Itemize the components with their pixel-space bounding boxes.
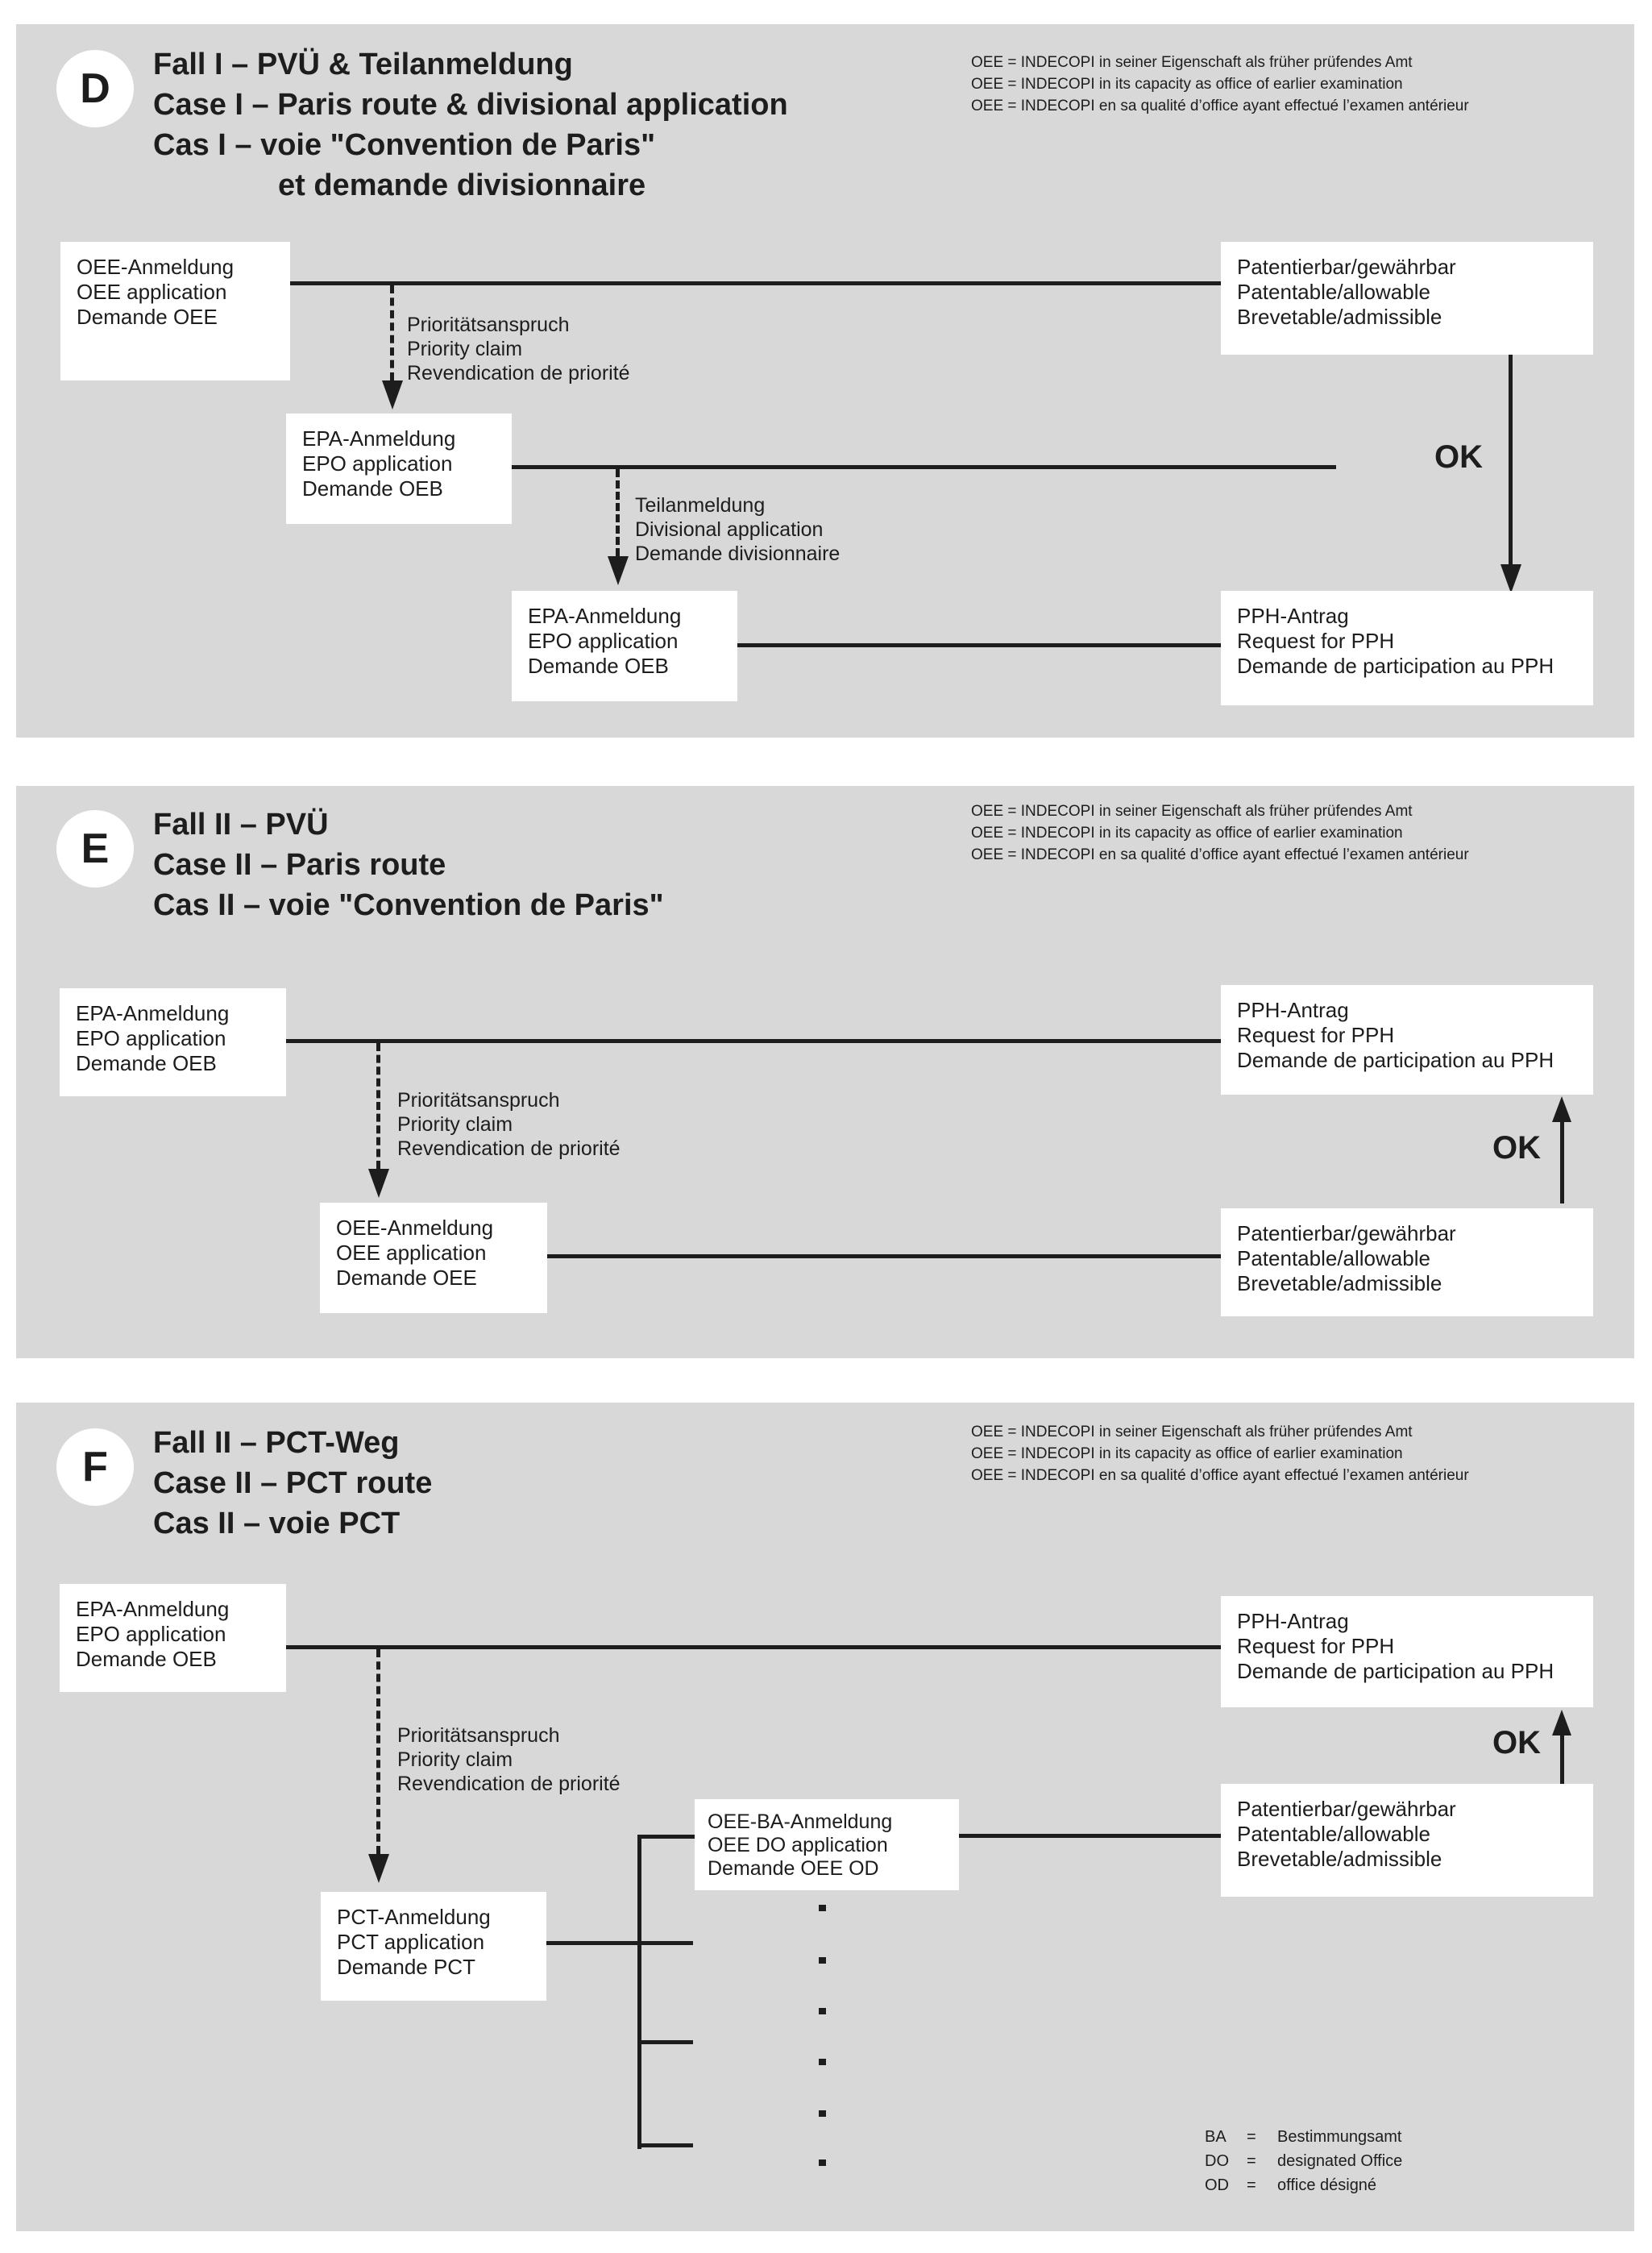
panel-e-letter: E bbox=[81, 825, 110, 872]
node-line: Demande de participation au PPH bbox=[1237, 654, 1554, 678]
legend-line-de: OEE = INDECOPI in seiner Eigenschaft als früher prüfendes Amt bbox=[971, 1424, 1413, 1440]
node-line: OEE application bbox=[336, 1241, 487, 1265]
node-line: Demande OEB bbox=[76, 1051, 217, 1075]
node-line: EPA-Anmeldung bbox=[76, 1597, 230, 1621]
oee-legend-f bbox=[971, 1421, 1469, 1486]
node-line: Demande de participation au PPH bbox=[1237, 1048, 1554, 1072]
legend-term: Bestimmungsamt bbox=[1277, 2128, 1402, 2146]
continuation-dot bbox=[819, 2110, 826, 2117]
node-line: Request for PPH bbox=[1237, 1023, 1395, 1047]
connector-pct-to-trunk bbox=[546, 1941, 693, 1945]
connector-epo-right-d bbox=[512, 465, 1336, 469]
ok-arrow-stem-f bbox=[1560, 1734, 1564, 1784]
node-line: EPO application bbox=[528, 629, 679, 653]
ok-arrow-stem-d bbox=[1509, 355, 1513, 566]
continuation-dot bbox=[819, 2008, 826, 2014]
node-line: EPA-Anmeldung bbox=[302, 426, 456, 451]
node-line: Request for PPH bbox=[1237, 1634, 1395, 1658]
edge-label-line: Divisional application bbox=[635, 518, 824, 541]
edge-label-line: Prioritätsanspruch bbox=[407, 314, 570, 336]
priority-claim-label-d bbox=[407, 313, 630, 385]
edge-label-line: Teilanmeldung bbox=[635, 494, 766, 517]
panel-d-letter: D bbox=[80, 65, 110, 112]
node-line: PCT-Anmeldung bbox=[337, 1905, 491, 1929]
legend-line-de: OEE = INDECOPI in seiner Eigenschaft als früher prüfendes Amt bbox=[971, 54, 1413, 71]
node-epo-application-e bbox=[60, 988, 286, 1096]
arrowhead-down-icon bbox=[368, 1169, 389, 1198]
legend-line-fr: OEE = INDECOPI en sa qualité d’office ayant effectué l’examen antérieur bbox=[971, 1467, 1469, 1484]
node-epo-application-f bbox=[60, 1584, 286, 1692]
node-line: Demande OEB bbox=[528, 654, 669, 678]
arrowhead-up-icon bbox=[1552, 1096, 1571, 1122]
continuation-dot bbox=[819, 1957, 826, 1964]
node-line: OEE-BA-Anmeldung bbox=[708, 1810, 893, 1833]
node-line: Patentable/allowable bbox=[1237, 280, 1430, 304]
node-line: EPA-Anmeldung bbox=[528, 604, 682, 628]
node-epo-application-d bbox=[286, 414, 512, 524]
connector-oee-to-patentable-e bbox=[547, 1254, 1221, 1258]
edge-label-line: Revendication de priorité bbox=[407, 362, 630, 385]
priority-claim-label-e bbox=[397, 1088, 621, 1161]
node-line: Demande OEE OD bbox=[708, 1857, 879, 1880]
connector-epo-to-pph-f bbox=[286, 1645, 1221, 1649]
legend-row bbox=[1205, 2149, 1402, 2173]
title-line-de: Fall II – PVÜ bbox=[153, 808, 329, 842]
node-pct-application bbox=[321, 1892, 546, 2001]
connector-oee-to-patentable-d bbox=[290, 281, 1222, 285]
node-oee-designated-office bbox=[695, 1799, 959, 1890]
arrowhead-down-icon bbox=[382, 380, 403, 409]
continuation-dot bbox=[819, 2159, 826, 2166]
trunk-stub-middle bbox=[637, 2040, 693, 2044]
legend-equals: = bbox=[1247, 2176, 1256, 2194]
edge-label-line: Prioritätsanspruch bbox=[397, 1089, 560, 1112]
ok-arrow-stem-e bbox=[1560, 1120, 1564, 1203]
node-oee-application-d bbox=[60, 242, 290, 380]
title-line-de: Fall I – PVÜ & Teilanmeldung bbox=[153, 48, 573, 81]
edge-label-line: Priority claim bbox=[397, 1748, 513, 1771]
node-line: Demande de participation au PPH bbox=[1237, 1659, 1554, 1683]
ok-label-d: OK bbox=[1434, 439, 1483, 475]
legend-abbr: OD bbox=[1205, 2176, 1229, 2194]
title-line-en: Case I – Paris route & divisional application bbox=[153, 88, 788, 122]
node-line: PCT application bbox=[337, 1930, 485, 1954]
panel-f-letter: F bbox=[82, 1444, 108, 1490]
node-line: OEE-Anmeldung bbox=[77, 255, 235, 279]
title-line-fr2: et demande divisionnaire bbox=[278, 168, 646, 202]
legend-term: designated Office bbox=[1277, 2152, 1403, 2170]
node-patentable-d bbox=[1221, 242, 1593, 355]
connector-epo-to-pph-e bbox=[286, 1039, 1221, 1043]
trunk-stub-top bbox=[637, 1835, 695, 1839]
title-line-en: Case II – PCT route bbox=[153, 1466, 433, 1500]
edge-label-line: Prioritätsanspruch bbox=[397, 1724, 560, 1747]
ba-do-od-legend bbox=[1205, 2125, 1402, 2197]
legend-line-fr: OEE = INDECOPI en sa qualité d’office ayant effectué l’examen antérieur bbox=[971, 98, 1469, 114]
priority-claim-arrow-d bbox=[390, 285, 394, 380]
legend-row bbox=[1205, 2173, 1402, 2197]
node-line: PPH-Antrag bbox=[1237, 1609, 1349, 1633]
connector-epo2-to-pph-d bbox=[737, 643, 1221, 647]
legend-abbr: DO bbox=[1205, 2152, 1229, 2170]
node-line: Brevetable/admissible bbox=[1237, 1271, 1442, 1295]
node-line: Patentable/allowable bbox=[1237, 1246, 1430, 1270]
node-line: Request for PPH bbox=[1237, 629, 1395, 653]
legend-equals: = bbox=[1247, 2152, 1256, 2170]
edge-label-line: Priority claim bbox=[407, 338, 523, 360]
priority-claim-arrow-f bbox=[376, 1649, 380, 1854]
node-line: Demande OEB bbox=[76, 1647, 217, 1671]
panel-e-title bbox=[153, 804, 664, 925]
node-line: Patentierbar/gewährbar bbox=[1237, 1797, 1456, 1821]
legend-equals: = bbox=[1247, 2128, 1256, 2146]
node-line: OEE application bbox=[77, 280, 227, 304]
legend-line-en: OEE = INDECOPI in its capacity as office of earlier examination bbox=[971, 76, 1403, 93]
node-line: Demande OEE bbox=[77, 305, 218, 329]
legend-row bbox=[1205, 2125, 1402, 2149]
title-line-fr: Cas II – voie "Convention de Paris" bbox=[153, 888, 664, 922]
legend-line-fr: OEE = INDECOPI en sa qualité d’office ayant effectué l’examen antérieur bbox=[971, 846, 1469, 863]
arrowhead-down-icon bbox=[1500, 564, 1521, 593]
designation-trunk-line bbox=[637, 1835, 641, 2149]
node-line: PPH-Antrag bbox=[1237, 604, 1349, 628]
node-oee-application-e bbox=[320, 1203, 547, 1313]
priority-claim-arrow-e bbox=[376, 1043, 380, 1169]
panel-d-title bbox=[153, 44, 788, 206]
connector-oeeba-to-patentable-f bbox=[959, 1834, 1221, 1838]
continuation-dot bbox=[819, 2059, 826, 2065]
priority-claim-label-f bbox=[397, 1723, 621, 1796]
title-line-fr: Cas II – voie PCT bbox=[153, 1507, 401, 1540]
arrowhead-up-icon bbox=[1552, 1710, 1571, 1735]
node-pph-request-d bbox=[1221, 591, 1593, 705]
node-line: PPH-Antrag bbox=[1237, 998, 1349, 1022]
node-line: EPO application bbox=[302, 451, 453, 476]
node-line: Demande OEB bbox=[302, 476, 443, 501]
node-line: Patentierbar/gewährbar bbox=[1237, 1221, 1456, 1245]
title-line-de: Fall II – PCT-Weg bbox=[153, 1426, 400, 1460]
legend-term: office désigné bbox=[1277, 2176, 1377, 2194]
ok-label-e: OK bbox=[1492, 1130, 1541, 1166]
node-patentable-f bbox=[1221, 1784, 1593, 1897]
arrowhead-down-icon bbox=[608, 556, 629, 585]
node-line: Demande OEE bbox=[336, 1266, 477, 1290]
oee-legend-d bbox=[971, 52, 1469, 117]
node-line: EPO application bbox=[76, 1622, 226, 1646]
node-line: Patentierbar/gewährbar bbox=[1237, 255, 1456, 279]
panel-f-title bbox=[153, 1423, 432, 1544]
node-pph-request-f bbox=[1221, 1596, 1593, 1707]
legend-line-en: OEE = INDECOPI in its capacity as office of earlier examination bbox=[971, 1445, 1403, 1462]
node-line: Brevetable/admissible bbox=[1237, 305, 1442, 329]
node-line: Patentable/allowable bbox=[1237, 1822, 1430, 1846]
ok-label-f: OK bbox=[1492, 1725, 1541, 1760]
edge-label-line: Demande divisionnaire bbox=[635, 542, 841, 565]
node-epo-divisional-d bbox=[512, 591, 737, 701]
edge-label-line: Revendication de priorité bbox=[397, 1137, 621, 1160]
node-line: OEE-Anmeldung bbox=[336, 1216, 494, 1240]
oee-legend-e bbox=[971, 800, 1469, 866]
legend-line-en: OEE = INDECOPI in its capacity as office of earlier examination bbox=[971, 825, 1403, 842]
divisional-label-d bbox=[635, 493, 840, 566]
trunk-stub-bottom bbox=[637, 2143, 693, 2147]
panel-d-badge bbox=[56, 50, 134, 127]
node-line: Brevetable/admissible bbox=[1237, 1847, 1442, 1871]
panel-e-badge bbox=[56, 810, 134, 887]
panel-f-badge bbox=[56, 1428, 134, 1506]
divisional-arrow-d bbox=[616, 469, 620, 556]
legend-line-de: OEE = INDECOPI in seiner Eigenschaft als früher prüfendes Amt bbox=[971, 803, 1413, 820]
node-pph-request-e bbox=[1221, 985, 1593, 1095]
title-line-en: Case II – Paris route bbox=[153, 848, 446, 882]
node-line: EPA-Anmeldung bbox=[76, 1001, 230, 1025]
node-line: EPO application bbox=[76, 1026, 226, 1050]
edge-label-line: Revendication de priorité bbox=[397, 1773, 621, 1795]
continuation-dot bbox=[819, 1905, 826, 1911]
arrowhead-down-icon bbox=[368, 1854, 389, 1883]
title-line-fr: Cas I – voie "Convention de Paris" bbox=[153, 128, 656, 162]
edge-label-line: Priority claim bbox=[397, 1113, 513, 1136]
node-line: OEE DO application bbox=[708, 1834, 888, 1856]
node-line: Demande PCT bbox=[337, 1955, 475, 1979]
legend-abbr: BA bbox=[1205, 2128, 1227, 2146]
node-patentable-e bbox=[1221, 1208, 1593, 1316]
